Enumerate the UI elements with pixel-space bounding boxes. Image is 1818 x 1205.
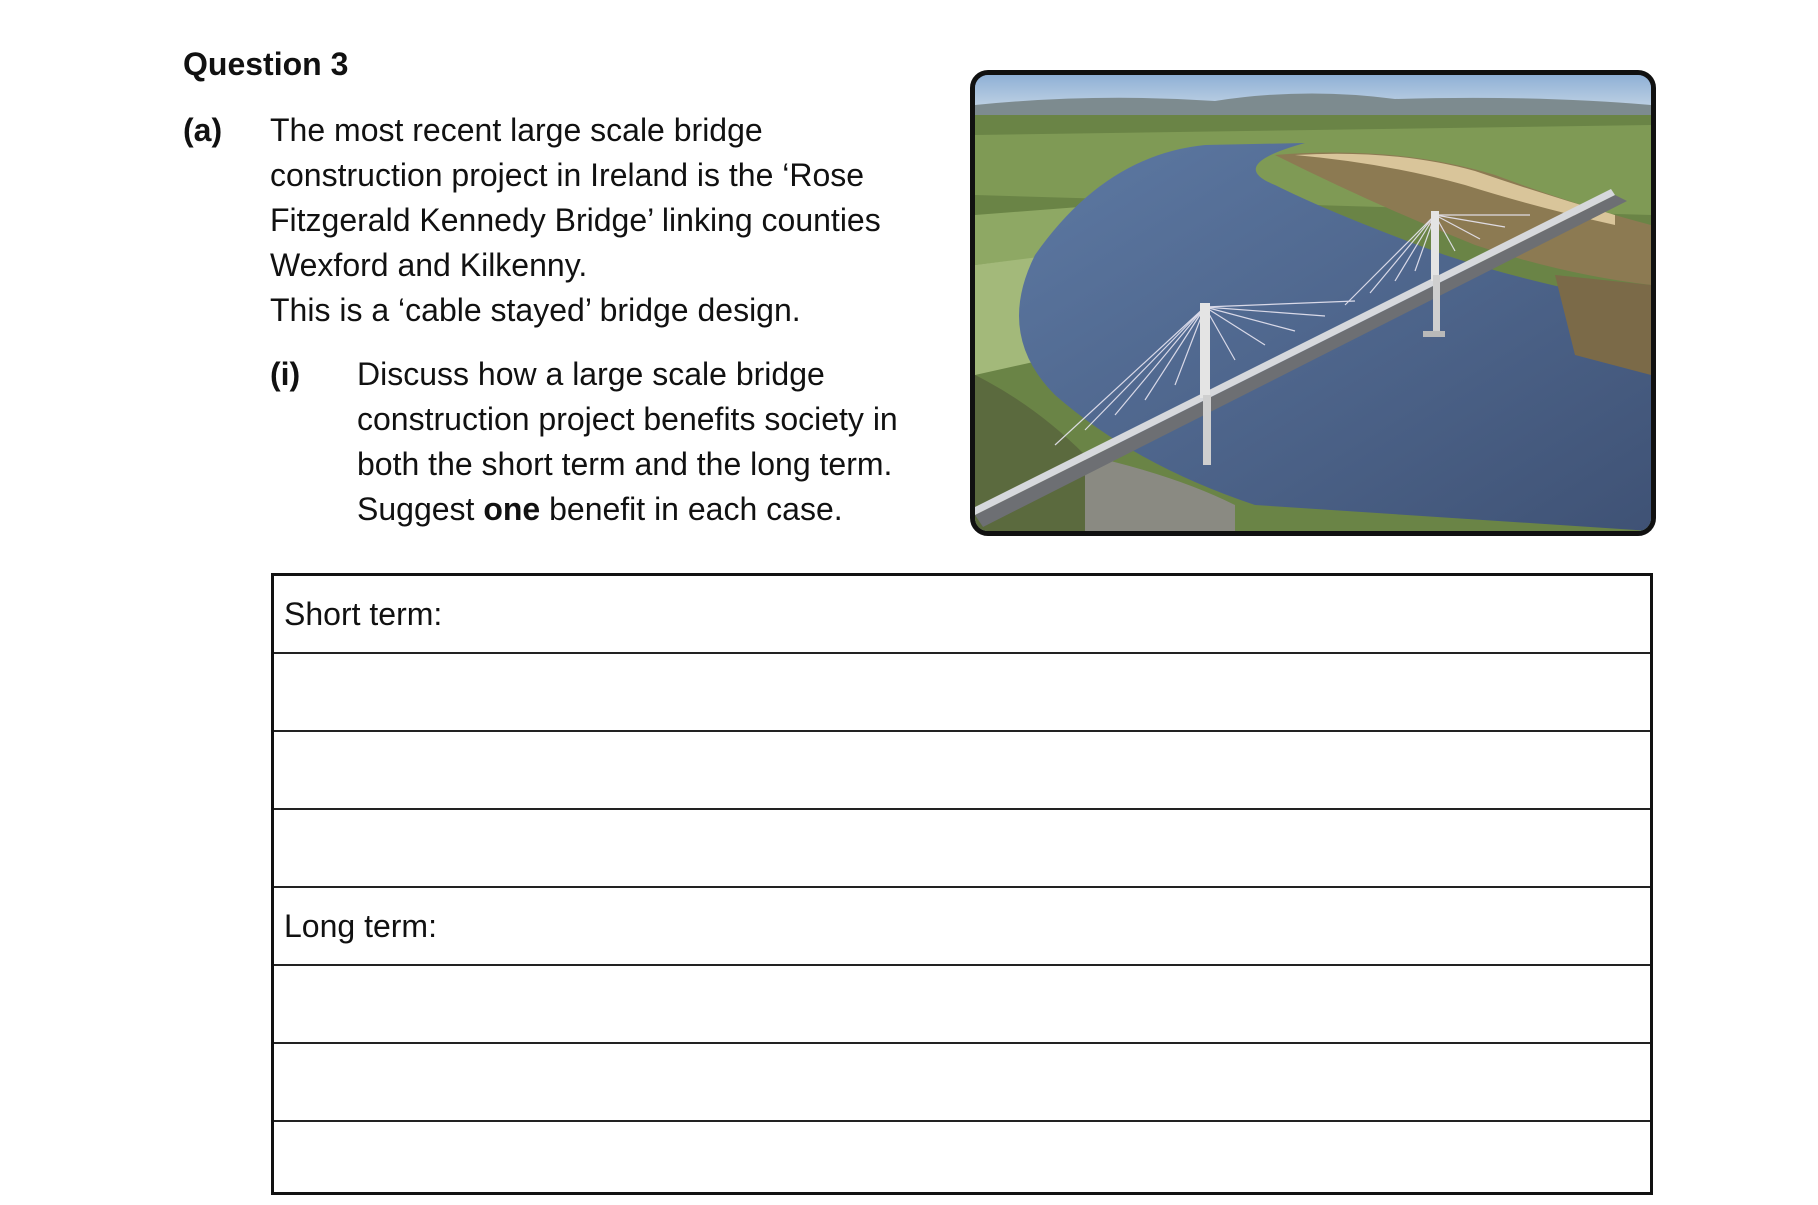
part-a-line: construction project in Ireland is the ‘Rose <box>270 157 865 193</box>
sub-part-line: Discuss how a large scale bridge <box>357 356 825 392</box>
answer-row-short-term-header[interactable] <box>274 576 1650 654</box>
part-a-line: The most recent large scale bridge <box>270 112 763 148</box>
answer-line[interactable] <box>274 654 1650 732</box>
long-term-label: Long term: <box>284 908 437 944</box>
answer-line[interactable] <box>274 810 1650 888</box>
sub-part-text-after: benefit in each case. <box>540 491 843 527</box>
part-a-text <box>270 108 970 333</box>
bridge-photo-illustration <box>975 75 1651 531</box>
answer-box <box>271 573 1653 1195</box>
answer-line[interactable] <box>274 1122 1650 1200</box>
bridge-photo <box>970 70 1656 536</box>
answer-row-long-term-header[interactable] <box>274 888 1650 966</box>
answer-line[interactable] <box>274 1044 1650 1122</box>
sub-part-text-before: Suggest <box>357 491 484 527</box>
answer-line[interactable] <box>274 732 1650 810</box>
answer-line[interactable] <box>274 966 1650 1044</box>
sub-part-line: both the short term and the long term. <box>357 446 893 482</box>
question-title: Question 3 <box>183 46 349 82</box>
sub-part-line: construction project benefits society in <box>357 401 898 437</box>
part-a-line: Wexford and Kilkenny. <box>270 247 588 283</box>
part-a-line: Fitzgerald Kennedy Bridge’ linking counties <box>270 202 881 238</box>
part-a-line: This is a ‘cable stayed’ bridge design. <box>270 292 801 328</box>
sub-part-i-text <box>357 352 977 532</box>
sub-part-i-label: (i) <box>270 356 301 392</box>
sub-part-text-bold: one <box>483 491 541 527</box>
sub-part-line-last <box>357 487 977 532</box>
short-term-label: Short term: <box>284 596 443 632</box>
part-a-label: (a) <box>183 112 223 148</box>
